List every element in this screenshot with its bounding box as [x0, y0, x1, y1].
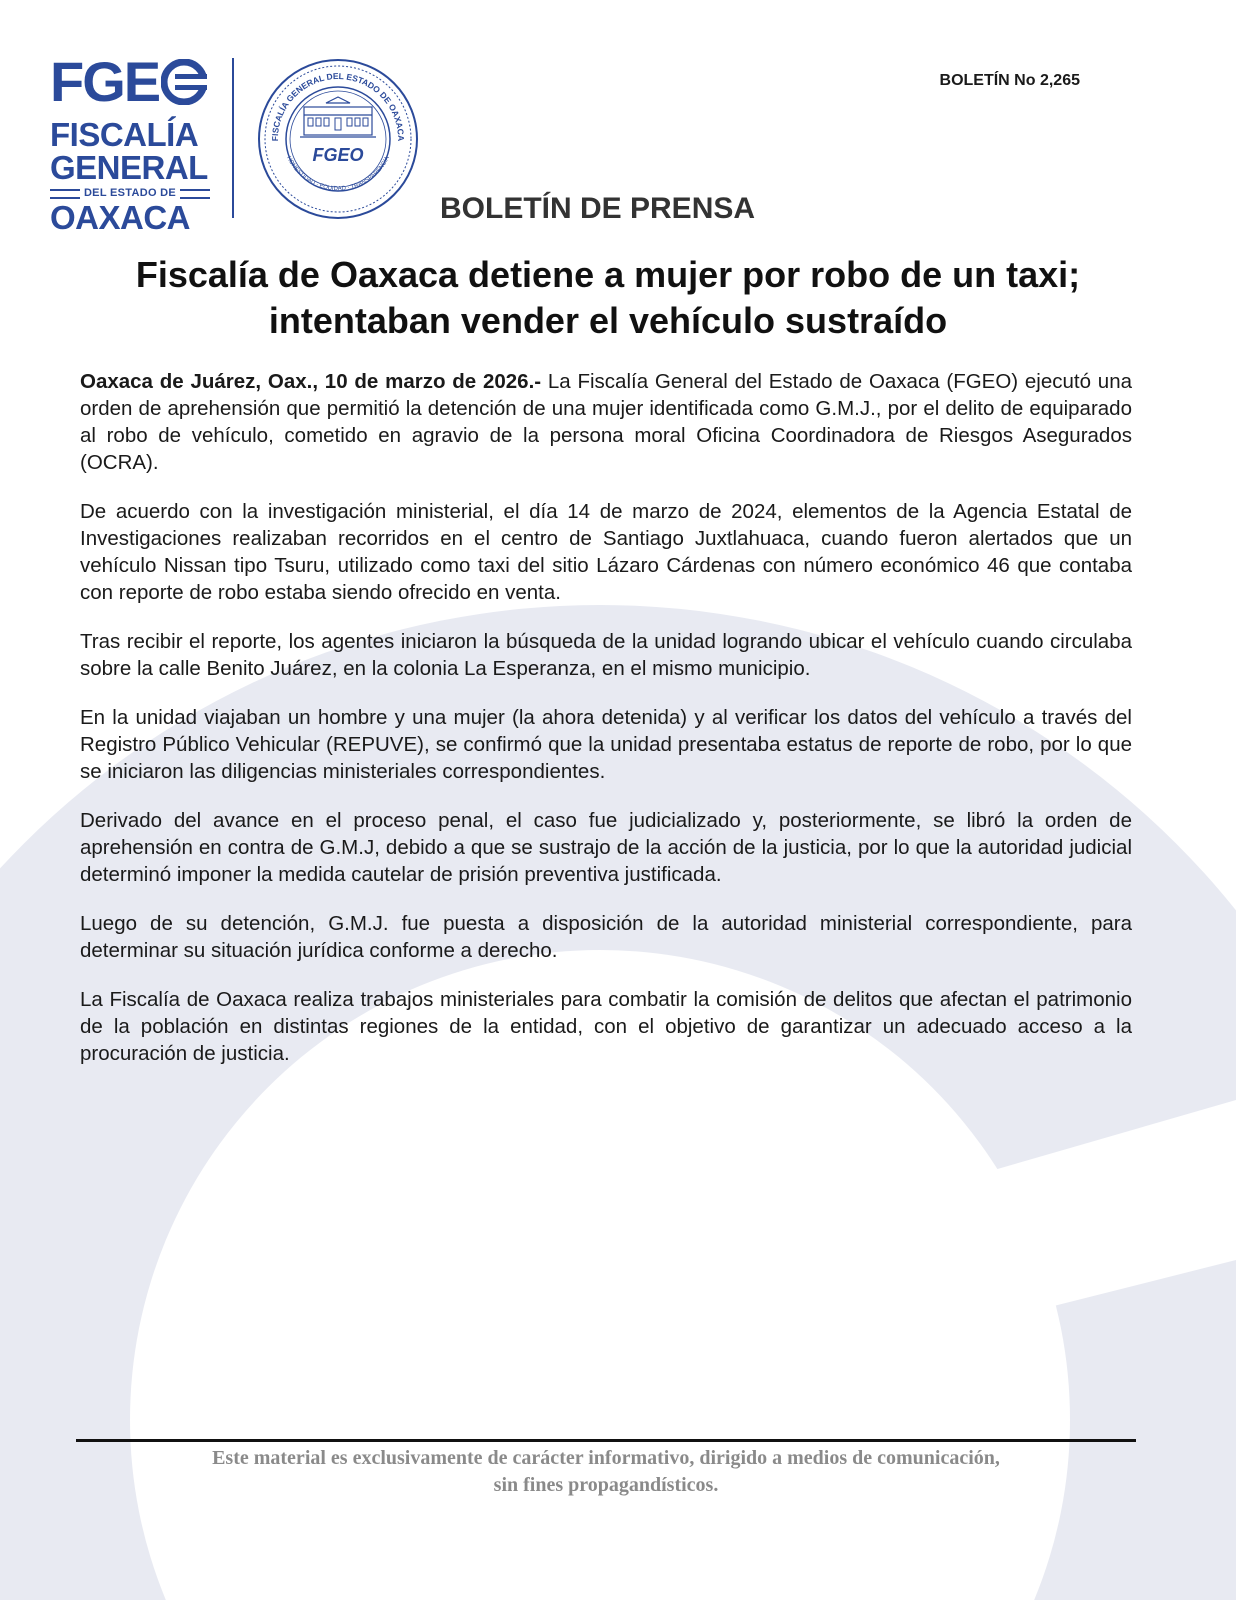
seal-ring-text-bottom: HONESTIDAD · EQUIDAD · TRANSPARENCIA: [285, 155, 391, 193]
logo-divider: [232, 58, 234, 218]
seal-ring-text-top: FISCALÍA GENERAL DEL ESTADO DE OAXACA: [269, 70, 407, 142]
section-label: BOLETÍN DE PRENSA: [440, 192, 756, 225]
footer-line-1: Este material es exclusivamente de carácter informativo, dirigido a medios de comunicación,: [212, 1447, 1000, 1469]
paragraph-4: En la unidad viajaban un hombre y una mujer (la ahora detenida) y al verificar los datos del vehículo a través del Registro Público Vehicular (REPUVE), se confirmó que la unidad presentaba estatus de reporte de robo, por lo que se iniciaron las diligencias ministeriales correspondientes.: [80, 706, 1132, 783]
bulletin-number: BOLETÍN No 2,265: [939, 72, 1080, 89]
dateline: Oaxaca de Juárez, Oax., 10 de marzo de 2026.-: [80, 370, 542, 393]
article-body: [80, 368, 1132, 1067]
footer-line-2: sin fines propagandísticos.: [493, 1474, 719, 1496]
logo-line-general: GENERAL: [50, 149, 208, 186]
logo-line-del-estado-text: DEL ESTADO DE: [83, 187, 177, 199]
logo-rule-right: [180, 189, 210, 199]
paragraph-7: La Fiscalía de Oaxaca realiza trabajos ministeriales para combatir la comisión de delitos que afectan el patrimonio de la población en distintas regiones de la entidad, con el objetivo de garantizar un adecuado acceso a la procuración de justicia.: [80, 988, 1132, 1065]
logo-rule-left: [50, 189, 80, 199]
seal-center-text: FGEO: [312, 145, 364, 165]
fgeo-seal-icon: [256, 57, 420, 221]
logo-line-oaxaca: OAXACA: [50, 199, 191, 236]
logo-acronym: [50, 50, 210, 113]
logo-acronym-fge: FGE: [50, 50, 160, 113]
logo-line-del-estado: [50, 188, 210, 199]
headline: [60, 252, 1156, 344]
headline-line-1: Fiscalía de Oaxaca detiene a mujer por robo de un taxi;: [135, 254, 1081, 295]
logo-line-fiscalia: FISCALÍA: [50, 116, 199, 153]
footer-rule: [76, 1439, 1136, 1442]
fgeo-logo: [50, 50, 210, 236]
headline-line-2: intentaban vender el vehículo sustraído: [268, 300, 948, 341]
paragraph-2: De acuerdo con la investigación ministerial, el día 14 de marzo de 2024, elementos de la Agencia Estatal de Investigaciones realizaban recorridos en el centro de Santiago Juxtlahuaca, cuando fueron alertados que un vehículo Nissan tipo Tsuru, utilizado como taxi del sitio Lázaro Cárdenas con número económico 46 que contaba con reporte de robo estaba siendo ofrecido en venta.: [80, 500, 1132, 604]
paragraph-1-text: La Fiscalía General del Estado de Oaxaca (FGEO) ejecutó una orden de aprehensión que permitió la detención de una mujer identificada como G.M.J., por el delito de equiparado al robo de vehículo, cometido en agravio de la persona moral Oficina Coordinadora de Riesgos Asegurados (OCRA).: [80, 370, 1132, 474]
footer-disclaimer: [76, 1445, 1136, 1499]
paragraph-3: Tras recibir el reporte, los agentes iniciaron la búsqueda de la unidad logrando ubicar el vehículo cuando circulaba sobre la calle Benito Juárez, en la colonia La Esperanza, en el mismo municipio.: [80, 630, 1132, 680]
paragraph-1: [80, 368, 1132, 476]
paragraph-6: Luego de su detención, G.M.J. fue puesta a disposición de la autoridad ministerial correspondiente, para determinar su situación jurídica conforme a derecho.: [80, 912, 1132, 962]
paragraph-5: Derivado del avance en el proceso penal, el caso fue judicializado y, posteriormente, se libró la orden de aprehensión en contra de G.M.J, debido a que se sustrajo de la acción de la justicia, por lo que la autoridad judicial determinó imponer la medida cautelar de prisión preventiva justificada.: [80, 809, 1132, 886]
logo-o-icon: [161, 59, 207, 105]
